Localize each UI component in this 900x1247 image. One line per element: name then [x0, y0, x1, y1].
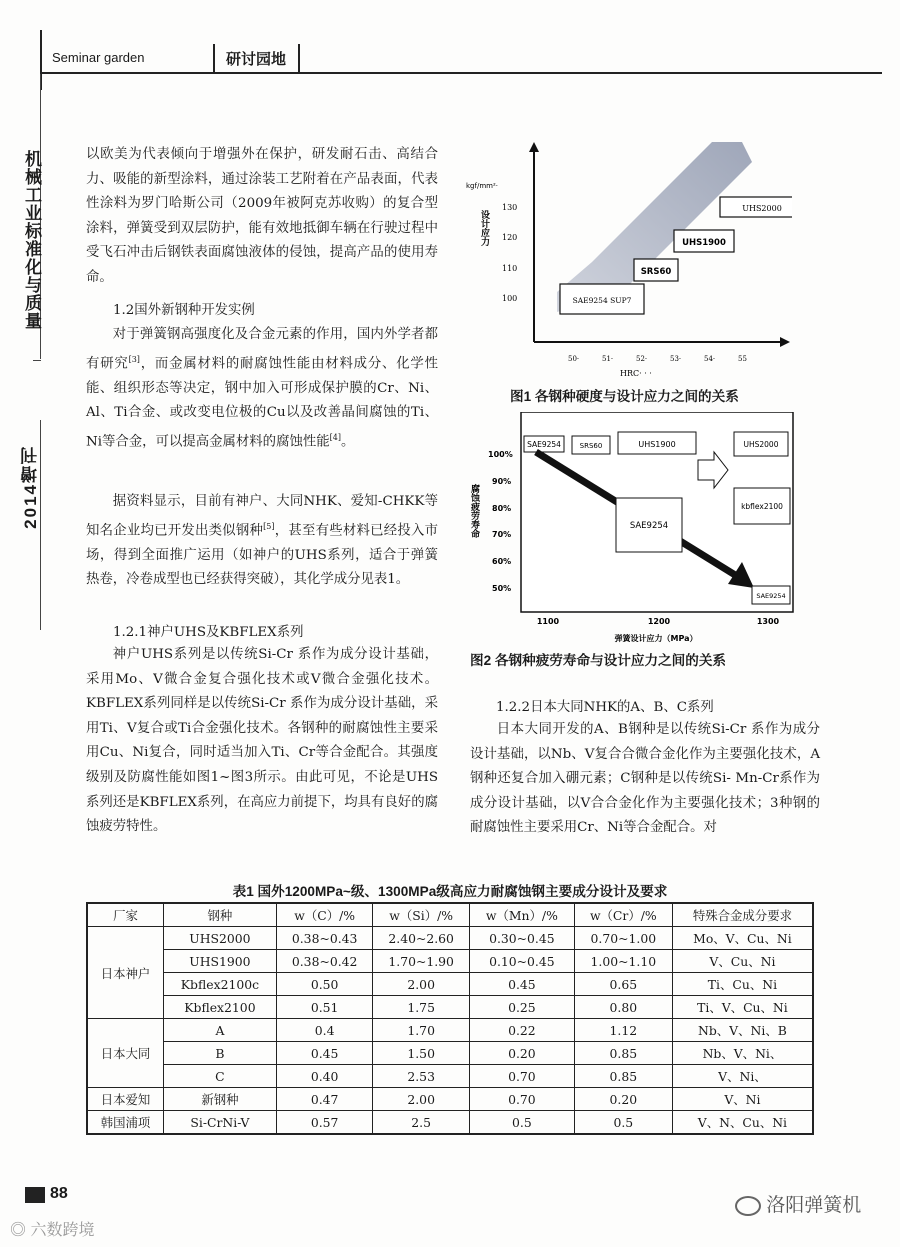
- table-header-row: [87, 903, 813, 927]
- table-cell: 0.30~0.45: [469, 927, 574, 950]
- table-cell: 0.22: [469, 1019, 574, 1042]
- table-cell: 1.00~1.10: [574, 950, 672, 973]
- header-special-alloy: 特殊合金成分要求: [672, 903, 813, 927]
- x-tick-54: 54·: [704, 355, 716, 363]
- box-uhs1900-label: UHS1900: [682, 238, 726, 248]
- table-cell: A: [163, 1019, 276, 1042]
- section-heading-1-2-2: 1.2.2日本大同NHK的A、B、C系列: [496, 700, 714, 715]
- right-box-uhs2000-label: UHS2000: [743, 440, 779, 449]
- paragraph-uhs-kbflex: 神户UHS系列是以传统Si-Cr 系作为成分设计基础，采用Mo、V微合金复合强化技术或V微合金强化技术。KBFLEX系列同样是以传统Si-Cr 系作为成分设计基础，采用Ti、V复合或Ti合金强化技术。各钢种的耐腐蚀性主要采用Cu、Ni复合，同时适当加入Ti、Cr等合金配合。其强度级别及防腐性能如图1~图3所示。由此可见，不论是UHS系列还是KBFLEX系列，在高应力前提下，均具有良好的腐蚀疲劳特性。: [86, 647, 438, 835]
- header-maker: 厂家: [87, 903, 163, 927]
- header-divider: [213, 44, 215, 74]
- y-tick-60: 60%: [492, 557, 512, 566]
- header-english-title: Seminar garden: [52, 50, 145, 65]
- table-row: [87, 927, 813, 950]
- paragraph-coatings: 以欧美为代表倾向于增强外在保护，研发耐石击、高结合力、吸能的新型涂料，通过涂装工艺附着在产品表面，代表性涂料为罗门哈斯公司（2009年被阿克苏收购）的复合型涂料，弹簧受到双层防护，能有效地抵御车辆在行驶过程中受飞石冲击后钢铁表面腐蚀液体的侵蚀，提高产品的使用寿命。: [86, 147, 438, 285]
- header-rule: [40, 72, 882, 74]
- y-tick-80: 80%: [492, 504, 512, 513]
- x-axis-label: 弹簧设计应力（MPa）: [614, 634, 698, 643]
- table-cell: Si-CrNi-V: [163, 1111, 276, 1135]
- table-cell: 2.00: [373, 973, 470, 996]
- table-cell: Mo、V、Cu、Ni: [672, 927, 813, 950]
- box-uhs2000-label: UHS2000: [742, 204, 782, 213]
- paragraph-new-grades: 据资料显示，目前有神户、大同NHK、爱知-CHKK等知名企业均已开发出类似钢种[5]，甚至有些材料已经投入市场，得到全面推广运用（如神户的UHS系列，适合于弹簧热卷，冷卷成型也已经获得突破），其化学成分见表1。: [86, 494, 438, 588]
- x-axis-label: HRC· · ·: [620, 369, 652, 378]
- table-cell: 0.57: [276, 1111, 373, 1135]
- y-tick-50: 50%: [492, 584, 512, 593]
- table-row: [87, 1019, 813, 1042]
- box-srs60-label: SRS60: [640, 267, 672, 277]
- figure-1-caption: 图1 各钢种硬度与设计应力之间的关系: [510, 389, 739, 404]
- header-grade: 钢种: [163, 903, 276, 927]
- table-cell: 0.25: [469, 996, 574, 1019]
- table-cell: 0.20: [469, 1042, 574, 1065]
- table-row: [87, 973, 813, 996]
- maker-cell: 日本爱知: [87, 1088, 163, 1111]
- citation-5: [5]: [263, 521, 275, 531]
- table-row: [87, 996, 813, 1019]
- table-cell: 0.38~0.43: [276, 927, 373, 950]
- table-row: [87, 1065, 813, 1088]
- paragraph-nhk-series: 日本大同开发的A、B钢种是以传统Si-Cr 系作为成分设计基础，以Nb、V复合合微合金化作为主要强化技术，A钢种还复合加入硼元素；C钢种是以传统Si- Mn-Cr系作为成分设计基础，以V合合金化作为主要强化技术；3种钢的耐腐蚀性主要采用Cr、Ni等合金配合。对: [470, 722, 820, 836]
- side-tick: [33, 360, 41, 361]
- top-box-sae9254-label: SAE9254: [527, 440, 561, 449]
- table-cell: V、N、Cu、Ni: [672, 1111, 813, 1135]
- citation-3: [3]: [128, 354, 140, 364]
- y-tick-70: 70%: [492, 530, 512, 539]
- table-cell: 0.70~1.00: [574, 927, 672, 950]
- table-cell: 0.85: [574, 1065, 672, 1088]
- top-box-srs60-label: SRS60: [579, 442, 603, 450]
- table-cell: 2.40~2.60: [373, 927, 470, 950]
- header-chinese-title: 研讨园地: [226, 51, 287, 68]
- table-cell: Kbflex2100c: [163, 973, 276, 996]
- table-cell: 新钢种: [163, 1088, 276, 1111]
- maker-cell: 韩国浦项: [87, 1111, 163, 1135]
- table-1-title: 表1 国外1200MPa~级、1300MPa级高应力耐腐蚀钢主要成分设计及要求: [232, 884, 668, 899]
- table-cell: 1.12: [574, 1019, 672, 1042]
- page-number: 88: [50, 1185, 68, 1202]
- table-cell: V、Cu、Ni: [672, 950, 813, 973]
- table-cell: B: [163, 1042, 276, 1065]
- watermark-left: ◎ 六数跨境: [10, 1222, 95, 1239]
- header-silicon: w（Si）/%: [373, 903, 470, 927]
- table-cell: V、Ni: [672, 1088, 813, 1111]
- y-tick-100: 100: [502, 294, 518, 303]
- table-cell: V、Ni、: [672, 1065, 813, 1088]
- x-tick-50: 50·: [568, 355, 580, 363]
- y-tick-90: 90%: [492, 477, 512, 486]
- table-cell: 1.50: [373, 1042, 470, 1065]
- right-box-kbflex2100-label: kbflex2100: [741, 502, 783, 511]
- mid-box-sae9254-label: SAE9254: [629, 521, 669, 531]
- table-cell: 0.4: [276, 1019, 373, 1042]
- table-cell: Nb、V、Ni、B: [672, 1019, 813, 1042]
- composition-table: [86, 902, 814, 1135]
- table-cell: 0.85: [574, 1042, 672, 1065]
- table-cell: 2.53: [373, 1065, 470, 1088]
- table-row: [87, 1042, 813, 1065]
- x-tick-55: 55: [738, 355, 747, 363]
- table-cell: 0.40: [276, 1065, 373, 1088]
- table-cell: 0.65: [574, 973, 672, 996]
- table-cell: 0.47: [276, 1088, 373, 1111]
- wechat-icon: [735, 1196, 761, 1216]
- journal-title-vertical: 机械工业标准化与质量: [22, 150, 41, 330]
- x-tick-53: 53·: [670, 355, 682, 363]
- y-unit: kgf/mm²·: [466, 182, 498, 190]
- header-chromium: w（Cr）/%: [574, 903, 672, 927]
- table-row: [87, 1088, 813, 1111]
- watermark-right: 洛阳弹簧机: [735, 1190, 861, 1217]
- table-cell: 0.51: [276, 996, 373, 1019]
- table-cell: 2.00: [373, 1088, 470, 1111]
- y-axis-label: 腐蚀疲劳寿命: [469, 484, 479, 538]
- table-cell: 0.20: [574, 1088, 672, 1111]
- table-cell: 1.70~1.90: [373, 950, 470, 973]
- end-box-sae9254-label: SAE9254: [756, 592, 786, 600]
- issue-year-vertical: 2014增刊: [21, 445, 40, 529]
- x-tick-51: 51·: [602, 355, 614, 363]
- header-manganese: w（Mn）/%: [469, 903, 574, 927]
- box-sae9254-label: SAE9254 SUP7: [572, 296, 632, 305]
- y-tick-120: 120: [502, 233, 518, 242]
- x-tick-1200: 1200: [647, 617, 671, 626]
- y-axis-label: 设计应力: [479, 210, 489, 246]
- table-cell: 0.50: [276, 973, 373, 996]
- table-cell: UHS1900: [163, 950, 276, 973]
- header-carbon: w（C）/%: [276, 903, 373, 927]
- table-cell: 0.80: [574, 996, 672, 1019]
- x-tick-52: 52·: [636, 355, 648, 363]
- table-cell: Nb、V、Ni、: [672, 1042, 813, 1065]
- y-tick-130: 130: [502, 203, 518, 212]
- paragraph-alloy-research: 对于弹簧钢高强度化及合金元素的作用，国内外学者都有研究[3]，而金属材料的耐腐蚀性能由材料成分、化学性能、组织形态等决定，钢中加入可形成保护膜的Cr、Ni、Al、Ti合金、或改变电位极的Cu以及改善晶间腐蚀的Ti、Ni等合金，可以提高金属材料的腐蚀性能[4]。: [86, 327, 439, 450]
- table-cell: 1.70: [373, 1019, 470, 1042]
- figure-1-chart: [462, 142, 792, 382]
- x-tick-1100: 1100: [536, 617, 560, 626]
- table-cell: UHS2000: [163, 927, 276, 950]
- table-cell: Kbflex2100: [163, 996, 276, 1019]
- header-divider-2: [298, 44, 300, 74]
- table-cell: 0.38~0.42: [276, 950, 373, 973]
- table-cell: 2.5: [373, 1111, 470, 1135]
- table-row: [87, 1111, 813, 1135]
- table-row: [87, 950, 813, 973]
- table-cell: Ti、Cu、Ni: [672, 973, 813, 996]
- table-cell: 0.70: [469, 1088, 574, 1111]
- table-cell: 0.70: [469, 1065, 574, 1088]
- y-axis-arrow: [529, 142, 539, 152]
- x-tick-1300: 1300: [756, 617, 780, 626]
- section-heading-1-2-1: 1.2.1神户UHS及KBFLEX系列: [113, 625, 304, 640]
- table-cell: 0.5: [469, 1111, 574, 1135]
- table-cell: 0.45: [276, 1042, 373, 1065]
- y-tick-110: 110: [502, 264, 518, 273]
- figure-2-caption: 图2 各钢种疲劳寿命与设计应力之间的关系: [470, 653, 727, 668]
- page-number-marker: [25, 1187, 45, 1203]
- table-cell: 0.5: [574, 1111, 672, 1135]
- figure-2-chart: [466, 412, 806, 646]
- table-cell: 0.10~0.45: [469, 950, 574, 973]
- table-cell: 1.75: [373, 996, 470, 1019]
- citation-4: [4]: [329, 432, 341, 442]
- section-heading-1-2: 1.2国外新钢种开发实例: [113, 303, 255, 318]
- y-tick-100: 100%: [488, 450, 513, 459]
- maker-cell: 日本大同: [87, 1019, 163, 1088]
- maker-cell: 日本神户: [87, 927, 163, 1019]
- table-cell: Ti、V、Cu、Ni: [672, 996, 813, 1019]
- x-axis-arrow: [780, 337, 790, 347]
- watermark-logo-icon: ◎: [10, 1222, 27, 1239]
- table-cell: 0.45: [469, 973, 574, 996]
- top-box-uhs1900-label: UHS1900: [638, 440, 676, 449]
- table-cell: C: [163, 1065, 276, 1088]
